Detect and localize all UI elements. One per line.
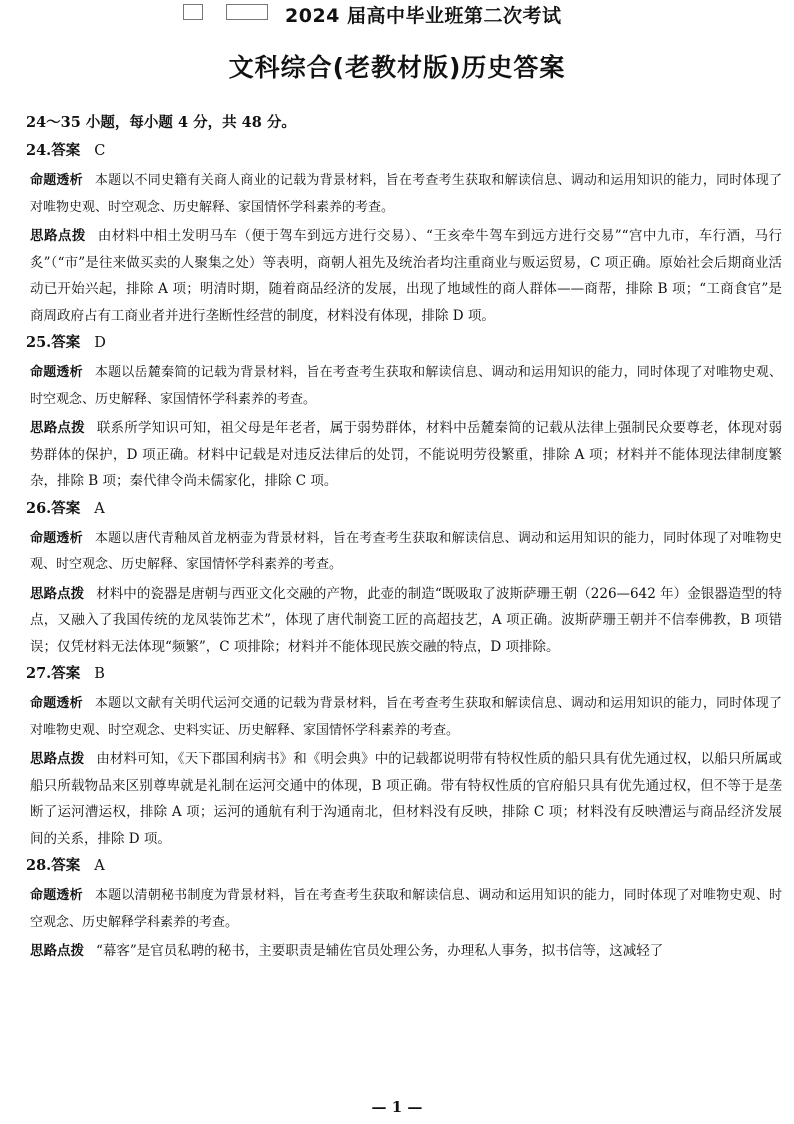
question-list — [26, 141, 783, 965]
answer-value: D — [94, 335, 106, 351]
answer-value: A — [94, 500, 105, 517]
question-number: 24. — [26, 142, 52, 159]
hint-text: 材料中的瓷器是唐朝与西亚文化交融的产物，此壶的制造“既吸取了波斯萨珊王朝（226—642 年）金银器造型的特点，又融入了我国传统的龙凤装饰艺术”，体现了唐代制瓷工匠的高超技艺，A 项正确。波斯萨珊王朝并不信奉佛教，B 项错误；仅凭材料无法体现“频繁”，C 项排除；材料并不能体现民族交融的特点，D 项排除。 — [30, 585, 782, 655]
answer-label: 答案 — [51, 665, 81, 682]
analysis-text: 本题以唐代青釉凤首龙柄壶为背景材料，旨在考查考生获取和解读信息、调动和运用知识的能力，同时体现了对唯物史观、时空观念、历史解释、家国情怀学科素养的考查。 — [30, 530, 782, 572]
answer-value: C — [94, 143, 106, 159]
question-number: 25. — [26, 334, 52, 351]
hint-paragraph — [30, 223, 782, 329]
header-boxes — [183, 4, 286, 22]
hint-text: 联系所学知识可知，祖父母是年老者，属于弱势群体，材料中岳麓秦简的记载从法律上强制民众要尊老，体现对弱势群体的保护，D 项正确。材料中记载是对违反法律后的处罚，不能说明劳役繁重，排除 A 项；材料并不能体现法律制度繁杂，排除 B 项；秦代律令尚未儒家化，排除 C 项。 — [30, 420, 783, 489]
question-header — [26, 499, 782, 519]
analysis-label: 命题透析 — [30, 173, 83, 188]
answer-content — [26, 113, 783, 967]
analysis-label: 命题透析 — [30, 696, 83, 711]
hint-paragraph — [30, 746, 782, 852]
page-title: 文科综合(老教材版)历史答案 — [228, 53, 566, 82]
hint-label: 思路点拨 — [30, 943, 84, 959]
analysis-paragraph — [30, 360, 782, 413]
hint-text: 由材料中相土发明马车（便于驾车到远方进行交易）、“王亥牵牛驾车到远方进行交易”“宫中九市，车行酒，马行炙”（“市”是往来做买卖的人聚集之处）等表明，商朝人祖先及统治者均注重商业与贩运贸易，C 项正确。原始社会后期商业活动已开始兴起，排除 A 项；明清时期，随着商品经济的发展，出现了地域性的商人群体——商帮，排除 B 项；“工商食官”是商周政府占有工商业者并进行垄断性经营的制度，材料没有体现，排除 D 项。 — [30, 228, 782, 324]
hint-paragraph — [30, 938, 782, 965]
hint-label: 思路点拨 — [30, 228, 86, 244]
analysis-text: 本题以清朝秘书制度为背景材料，旨在考查考生获取和解读信息、调动和运用知识的能力，同时体现了对唯物史观、时空观念、历史解释学科素养的考查。 — [30, 888, 782, 930]
analysis-text: 本题以不同史籍有关商人商业的记载为背景材料，旨在考查考生获取和解读信息、调动和运用知识的能力，同时体现了对唯物史观、时空观念、历史解释、家国情怀学科素养的考查。 — [30, 173, 782, 215]
answer-label: 答案 — [51, 142, 81, 159]
answer-value: A — [94, 858, 105, 874]
analysis-paragraph — [30, 526, 782, 579]
question-header — [26, 856, 782, 876]
hint-label: 思路点拨 — [30, 420, 85, 436]
answer-value: B — [94, 666, 105, 682]
analysis-paragraph — [30, 691, 782, 744]
exam-title: 2024 届高中毕业班第二次考试 — [285, 5, 562, 27]
hint-text: 由材料可知，《天下郡国利病书》和《明会典》中的记载都说明带有特权性质的船只具有优先通过权，以船只所属或船只所载物品来区别尊卑就是礼制在运河交通中的体现，B 项正确。带有特权性质的官府船只具有优先通过权，但不等于是垄断了运河漕运权，排除 A 项；运河的通航有利于沟通南北，但材料没有反映，排除 C 项；材料没有反映漕运与商品经济发展间的关系，排除 D 项。 — [30, 751, 783, 847]
question-number: 26. — [26, 499, 52, 517]
question-number: 28. — [26, 857, 52, 874]
hint-label: 思路点拨 — [30, 585, 85, 602]
header-box — [183, 4, 203, 20]
analysis-paragraph — [30, 883, 782, 936]
hint-text: “幕客”是官员私聘的秘书，主要职责是辅佐官员处理公务，办理私人事务，拟书信等，这减轻了 — [96, 943, 664, 959]
header-box — [226, 4, 268, 20]
answer-label: 答案 — [51, 857, 81, 874]
hint-paragraph — [30, 415, 782, 495]
hint-label: 思路点拨 — [30, 751, 85, 767]
analysis-text: 本题以岳麓秦简的记载为背景材料，旨在考查考生获取和解读信息、调动和运用知识的能力，同时体现了对唯物史观、时空观念、历史解释、家国情怀学科素养的考查。 — [30, 365, 782, 407]
hint-paragraph — [30, 581, 782, 661]
analysis-label: 命题透析 — [30, 530, 83, 546]
answer-label: 答案 — [51, 334, 81, 351]
section-intro: 24～35 小题，每小题 4 分，共 48 分。 — [26, 114, 296, 131]
answer-label: 答案 — [51, 499, 81, 517]
question-header — [26, 333, 782, 353]
question-header — [26, 664, 782, 684]
analysis-text: 本题以文献有关明代运河交通的记载为背景材料，旨在考查考生获取和解读信息、调动和运用知识的能力，同时体现了对唯物史观、时空观念、史料实证、历史解释、家国情怀学科素养的考查。 — [30, 696, 782, 738]
analysis-label: 命题透析 — [30, 888, 83, 903]
page-number: — 1 — — [371, 1098, 423, 1116]
analysis-paragraph — [30, 168, 782, 221]
analysis-label: 命题透析 — [30, 365, 83, 380]
question-number: 27. — [26, 665, 52, 682]
question-header — [26, 141, 782, 161]
